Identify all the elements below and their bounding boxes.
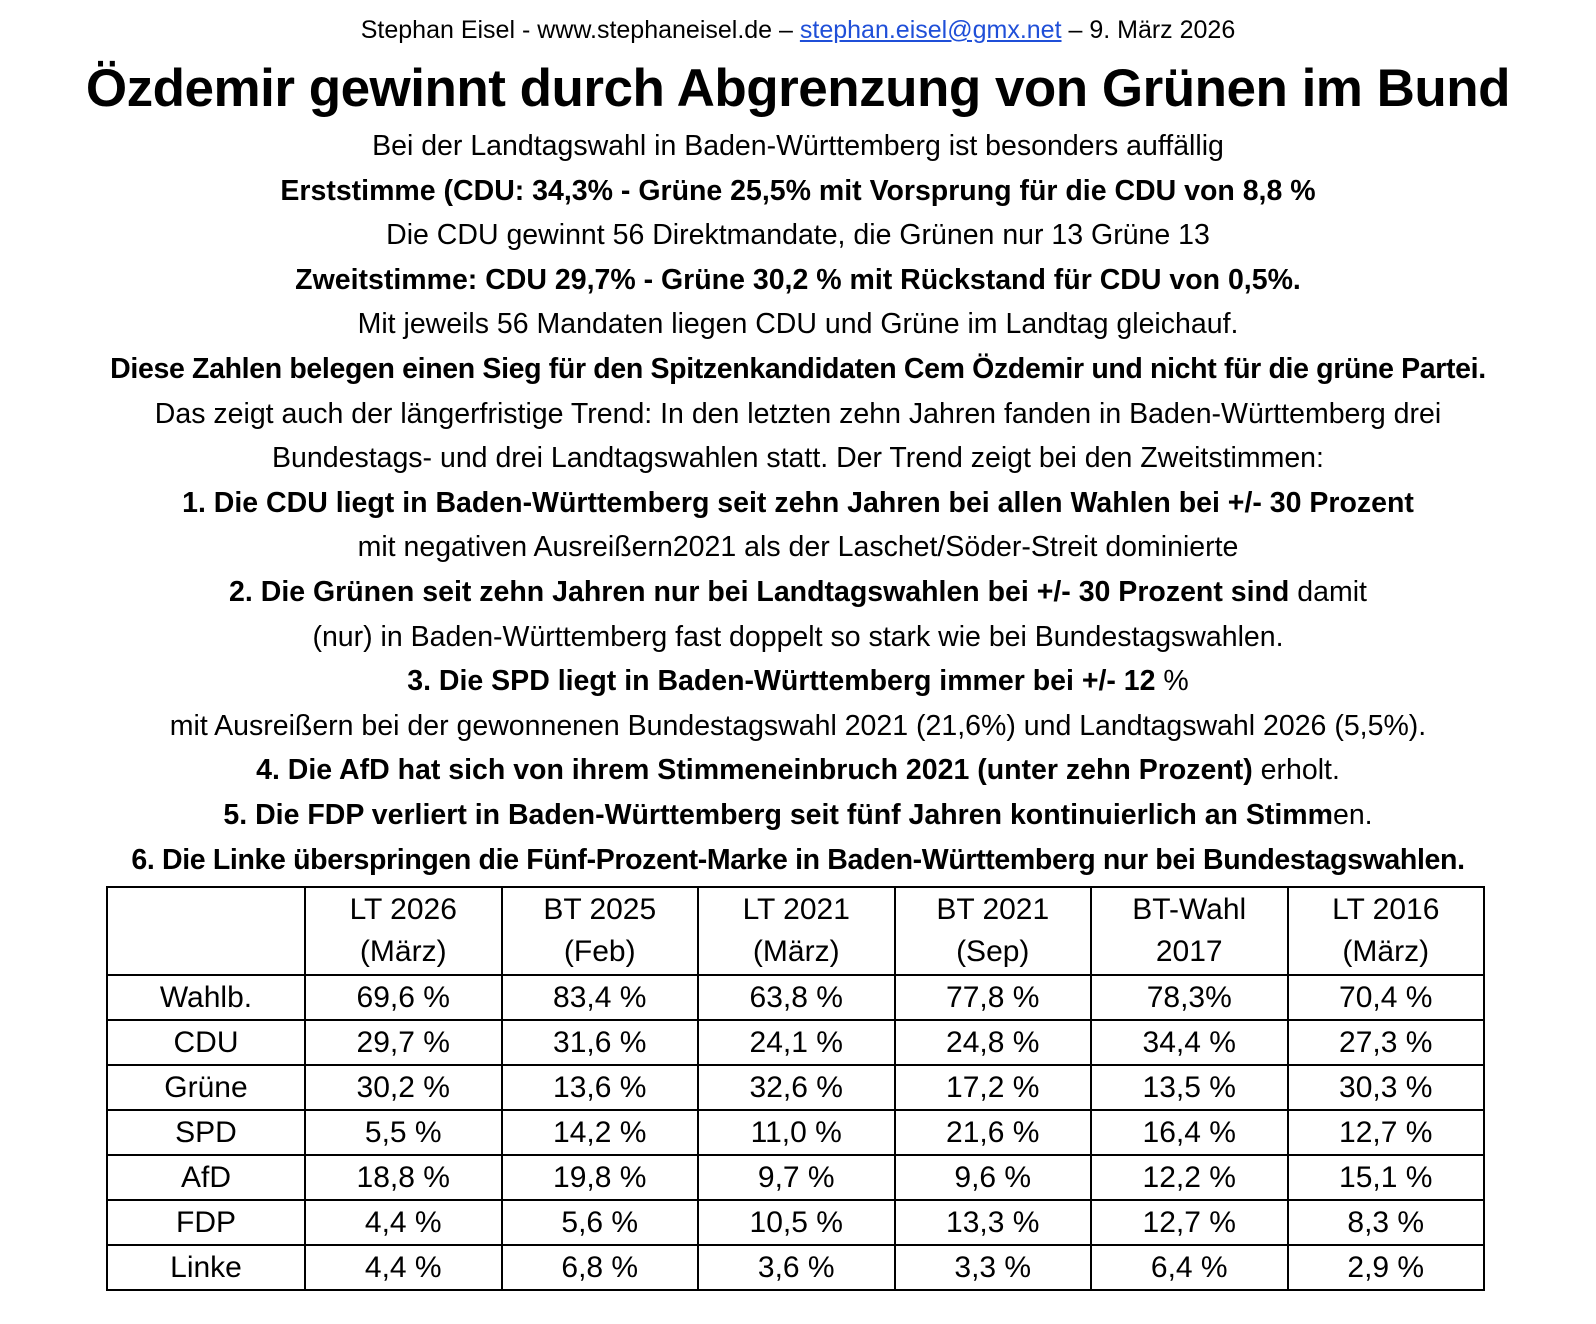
row-label: SPD bbox=[107, 1110, 305, 1155]
trend-line-2: Bundestags- und drei Landtagswahlen statt. Der Trend zeigt bei den Zweitstimmen: bbox=[272, 442, 1324, 475]
table-cell: 13,3 % bbox=[895, 1200, 1092, 1245]
table-cell: 16,4 % bbox=[1091, 1110, 1288, 1155]
point-1-heading: 1. Die CDU liegt in Baden-Württemberg seit zehn Jahren bei allen Wahlen bei +/- 30 Prozent bbox=[182, 486, 1414, 519]
table-cell: 9,6 % bbox=[895, 1155, 1092, 1200]
table-cell: 6,8 % bbox=[502, 1245, 699, 1290]
column-header: BT-Wahl 2017 bbox=[1091, 887, 1288, 975]
table-cell: 14,2 % bbox=[502, 1110, 699, 1155]
table-cell: 13,6 % bbox=[502, 1065, 699, 1110]
direktmandate-line: Die CDU gewinnt 56 Direktmandate, die Grünen nur 13 Grüne 13 bbox=[386, 219, 1210, 252]
point-5-bold: 5. Die FDP verliert in Baden-Württemberg seit fünf Jahren kontinuierlich an Stimm bbox=[223, 798, 1333, 831]
point-6-heading: 6. Die Linke überspringen die Fünf-Prozent-Marke in Baden-Württemberg nur bei Bundestagswahlen. bbox=[131, 843, 1465, 876]
table-cell: 15,1 % bbox=[1288, 1155, 1485, 1200]
point-2-tail: damit bbox=[1289, 575, 1367, 608]
trend-line-1: Das zeigt auch der längerfristige Trend: In den letzten zehn Jahren fanden in Baden-Württemberg drei bbox=[154, 397, 1442, 430]
table-row bbox=[107, 1020, 1484, 1065]
table-row bbox=[107, 1200, 1484, 1245]
byline bbox=[0, 14, 1596, 46]
table-cell: 83,4 % bbox=[502, 975, 699, 1020]
table-cell: 17,2 % bbox=[895, 1065, 1092, 1110]
table-cell: 5,5 % bbox=[305, 1110, 502, 1155]
page-title: Özdemir gewinnt durch Abgrenzung von Grünen im Bund bbox=[85, 59, 1511, 118]
sieg-line: Diese Zahlen belegen einen Sieg für den Spitzenkandidaten Cem Özdemir und nicht für die grüne Partei. bbox=[110, 352, 1486, 385]
table-cell: 2,9 % bbox=[1288, 1245, 1485, 1290]
table-cell: 29,7 % bbox=[305, 1020, 502, 1065]
byline-date: – 9. März 2026 bbox=[1061, 16, 1236, 44]
point-5-tail: en. bbox=[1332, 798, 1373, 831]
table-row bbox=[107, 975, 1484, 1020]
article-body bbox=[0, 124, 1596, 882]
table-cell: 12,7 % bbox=[1091, 1200, 1288, 1245]
row-label: AfD bbox=[107, 1155, 305, 1200]
point-3-detail: mit Ausreißern bei der gewonnenen Bundestagswahl 2021 (21,6%) und Landtagswahl 2026 (5,5%). bbox=[169, 709, 1427, 742]
point-1-detail: mit negativen Ausreißern2021 als der Laschet/Söder-Streit dominierte bbox=[357, 531, 1239, 564]
table-row bbox=[107, 1110, 1484, 1155]
email-link[interactable]: stephan.eisel@gmx.net bbox=[799, 16, 1062, 44]
point-4-bold: 4. Die AfD hat sich von ihrem Stimmeneinbruch 2021 (unter zehn Prozent) bbox=[256, 754, 1253, 787]
point-4-heading bbox=[0, 748, 1596, 793]
table-cell: 12,7 % bbox=[1288, 1110, 1485, 1155]
row-label: FDP bbox=[107, 1200, 305, 1245]
row-label: Wahlb. bbox=[107, 975, 305, 1020]
point-2-heading bbox=[0, 570, 1596, 615]
point-5-heading bbox=[0, 793, 1596, 838]
table-cell: 9,7 % bbox=[698, 1155, 895, 1200]
row-label: CDU bbox=[107, 1020, 305, 1065]
table-cell: 70,4 % bbox=[1288, 975, 1485, 1020]
table-cell: 4,4 % bbox=[305, 1245, 502, 1290]
table-cell: 24,1 % bbox=[698, 1020, 895, 1065]
table-cell: 13,5 % bbox=[1091, 1065, 1288, 1110]
table-cell: 30,2 % bbox=[305, 1065, 502, 1110]
column-header: LT 2026 (März) bbox=[305, 887, 502, 975]
table-cell: 32,6 % bbox=[698, 1065, 895, 1110]
point-3-heading bbox=[0, 659, 1596, 704]
table-cell: 31,6 % bbox=[502, 1020, 699, 1065]
table-cell: 12,2 % bbox=[1091, 1155, 1288, 1200]
point-4-tail: erholt. bbox=[1252, 754, 1340, 787]
table-cell: 69,6 % bbox=[305, 975, 502, 1020]
table-cell: 6,4 % bbox=[1091, 1245, 1288, 1290]
table-cell: 78,3% bbox=[1091, 975, 1288, 1020]
point-2-detail: (nur) in Baden-Württemberg fast doppelt so stark wie bei Bundestagswahlen. bbox=[312, 620, 1284, 653]
erststimme-line: Erststimme (CDU: 34,3% - Grüne 25,5% mit Vorsprung für die CDU von 8,8 % bbox=[280, 174, 1316, 207]
point-3-bold: 3. Die SPD liegt in Baden-Württemberg immer bei +/- 12 bbox=[407, 665, 1156, 698]
table-cell: 10,5 % bbox=[698, 1200, 895, 1245]
table-cell: 77,8 % bbox=[895, 975, 1092, 1020]
table-corner-cell bbox=[107, 887, 305, 975]
column-header: LT 2021 (März) bbox=[698, 887, 895, 975]
table-cell: 30,3 % bbox=[1288, 1065, 1485, 1110]
table-header-row bbox=[107, 887, 1484, 975]
table-cell: 5,6 % bbox=[502, 1200, 699, 1245]
table-cell: 19,8 % bbox=[502, 1155, 699, 1200]
table-row bbox=[107, 1245, 1484, 1290]
table-cell: 63,8 % bbox=[698, 975, 895, 1020]
table-cell: 21,6 % bbox=[895, 1110, 1092, 1155]
mandate-line: Mit jeweils 56 Mandaten liegen CDU und Grüne im Landtag gleichauf. bbox=[357, 308, 1239, 341]
table-cell: 3,3 % bbox=[895, 1245, 1092, 1290]
column-header: BT 2021 (Sep) bbox=[895, 887, 1092, 975]
zweitstimme-line: Zweitstimme: CDU 29,7% - Grüne 30,2 % mit Rückstand für CDU von 0,5%. bbox=[295, 263, 1301, 296]
table-cell: 11,0 % bbox=[698, 1110, 895, 1155]
table-cell: 4,4 % bbox=[305, 1200, 502, 1245]
byline-author-site: Stephan Eisel - www.stephaneisel.de – bbox=[360, 16, 800, 44]
column-header: LT 2016 (März) bbox=[1288, 887, 1485, 975]
table-cell: 3,6 % bbox=[698, 1245, 895, 1290]
table-row bbox=[107, 1155, 1484, 1200]
table-cell: 27,3 % bbox=[1288, 1020, 1485, 1065]
table-cell: 34,4 % bbox=[1091, 1020, 1288, 1065]
row-label: Linke bbox=[107, 1245, 305, 1290]
intro-line: Bei der Landtagswahl in Baden-Württemberg ist besonders auffällig bbox=[372, 130, 1224, 162]
point-3-tail: % bbox=[1155, 665, 1189, 698]
table-row bbox=[107, 1065, 1484, 1110]
table-cell: 24,8 % bbox=[895, 1020, 1092, 1065]
table-cell: 18,8 % bbox=[305, 1155, 502, 1200]
table-cell: 8,3 % bbox=[1288, 1200, 1485, 1245]
point-2-bold: 2. Die Grünen seit zehn Jahren nur bei Landtagswahlen bei +/- 30 Prozent sind bbox=[229, 575, 1290, 608]
column-header: BT 2025 (Feb) bbox=[502, 887, 699, 975]
election-results-table bbox=[106, 886, 1485, 1291]
row-label: Grüne bbox=[107, 1065, 305, 1110]
